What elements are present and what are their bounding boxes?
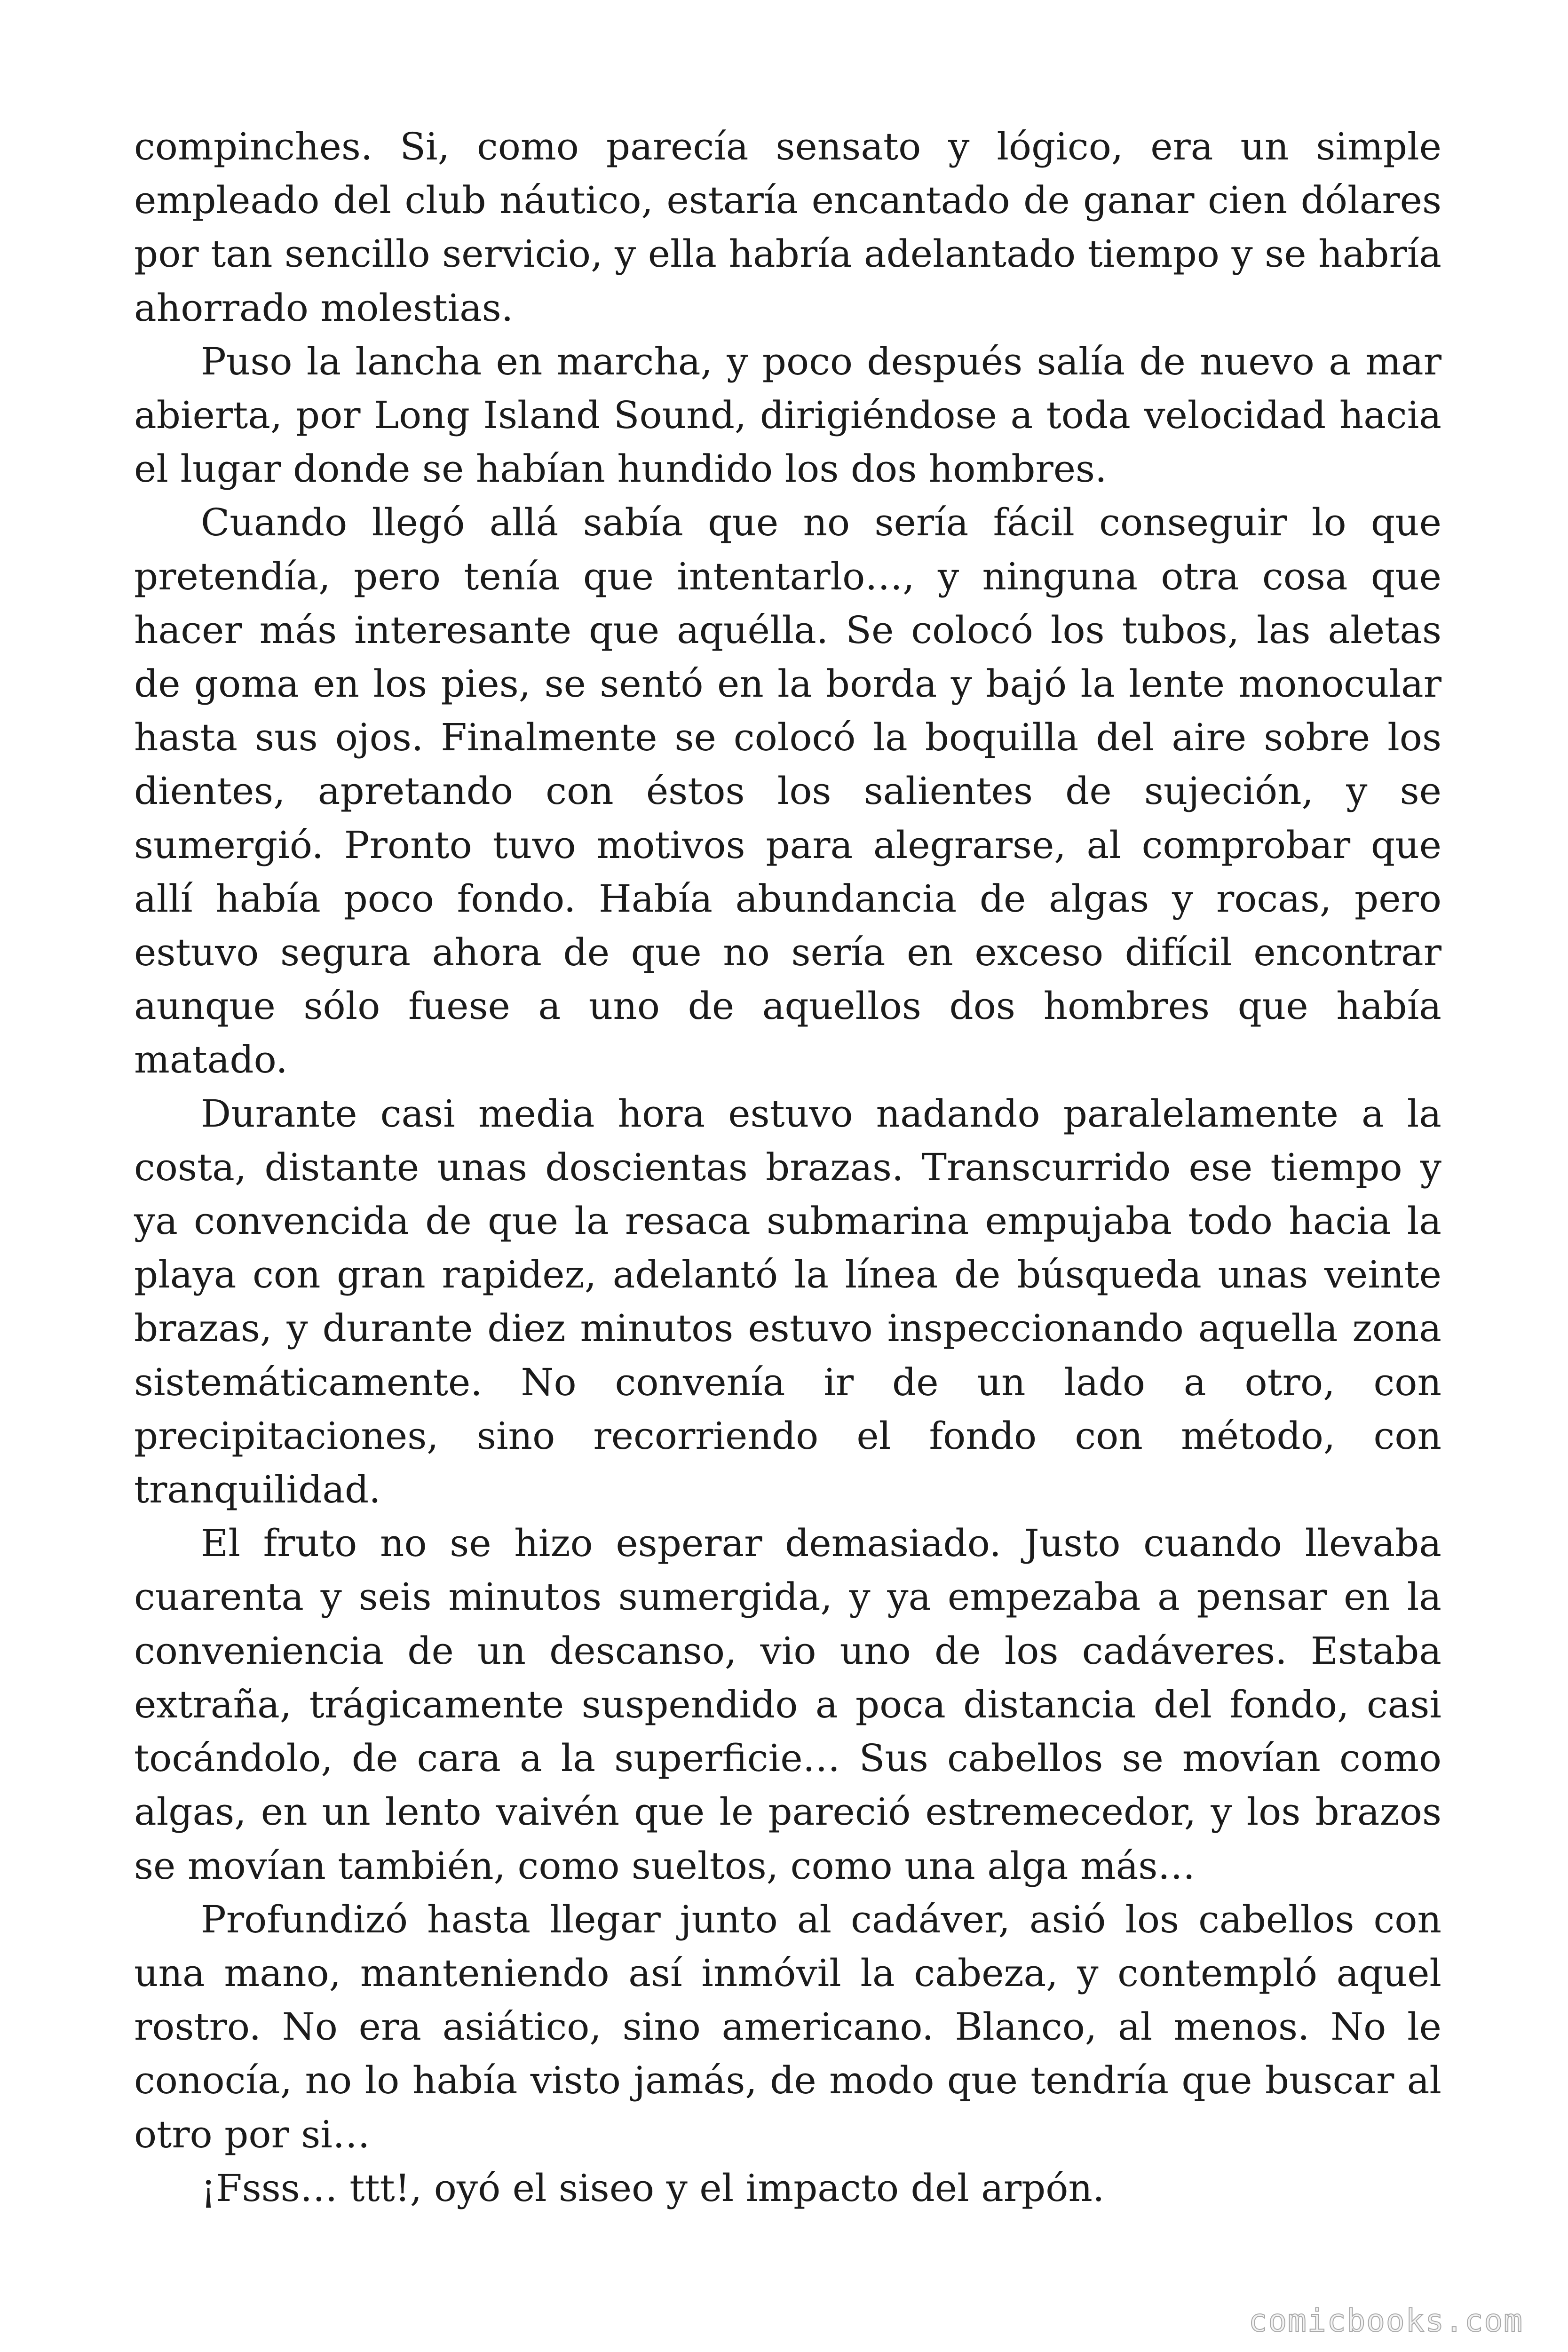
paragraph-5: El fruto no se hizo esperar demasiado. Justo cuando llevaba cuarenta y seis minutos sumergida, y ya empezaba a pensar en la conveniencia de un descanso, vio uno de los cadáveres. Estaba extraña, trágicamente suspendido a poca distancia del fondo, casi tocándolo, de cara a la superficie… Sus cabellos se movían como algas, en un lento vaivén que le pareció estremecedor, y los brazos se movían también, como sueltos, como una alga más… — [134, 1521, 1441, 1888]
paragraph-7: ¡Fsss… ttt!, oyó el siseo y el impacto del arpón. — [201, 2166, 1105, 2210]
paragraph-3: Cuando llegó allá sabía que no sería fácil conseguir lo que pretendía, pero tenía que intentarlo…, y ninguna otra cosa que hacer más interesante que aquélla. Se colocó los tubos, las aletas de goma en los pies, se sentó en la borda y bajó la lente monocular hasta sus ojos. Finalmente se colocó la boquilla del aire sobre los dientes, apretando con éstos los salientes de sujeción, y se sumergió. Pronto tuvo motivos para alegrarse, al comprobar que allí había poco fondo. Había abundancia de algas y rocas, pero estuvo segura ahora de que no sería en exceso difícil encontrar aunque sólo fuese a uno de aquellos dos hombres que había matado. — [134, 501, 1441, 1082]
paragraph-4: Durante casi media hora estuvo nadando paralelamente a la costa, distante unas doscientas brazas. Transcurrido ese tiempo y ya convencida de que la resaca submarina empujaba todo hacia la playa con gran rapidez, adelantó la línea de búsqueda unas veinte brazas, y durante diez minutos estuvo inspeccionando aquella zona sistemáticamente. No convenía ir de un lado a otro, con precipitaciones, sino recorriendo el fondo con método, con tranquilidad. — [134, 1091, 1441, 1512]
paragraph-6: Profundizó hasta llegar junto al cadáver, asió los cabellos con una mano, manteniendo así inmóvil la cabeza, y contempló aquel rostro. No era asiático, sino americano. Blanco, al menos. No le conocía, no lo había visto jamás, de modo que tendría que buscar al otro por si… — [134, 1897, 1441, 2156]
watermark: comicbooks.com — [1248, 2303, 1523, 2339]
paragraph-1: compinches. Si, como parecía sensato y lógico, era un simple empleado del club náutico, estaría encantado de ganar cien dólares por tan sencillo servicio, y ella habría adelantado tiempo y se habría ahorrado molestias. — [134, 125, 1441, 330]
body-text — [134, 120, 1441, 2215]
paragraph-2: Puso la lancha en marcha, y poco después salía de nuevo a mar abierta, por Long Island Sound, dirigiéndose a toda velocidad hacia el lugar donde se habían hundido los dos hombres. — [134, 339, 1441, 491]
